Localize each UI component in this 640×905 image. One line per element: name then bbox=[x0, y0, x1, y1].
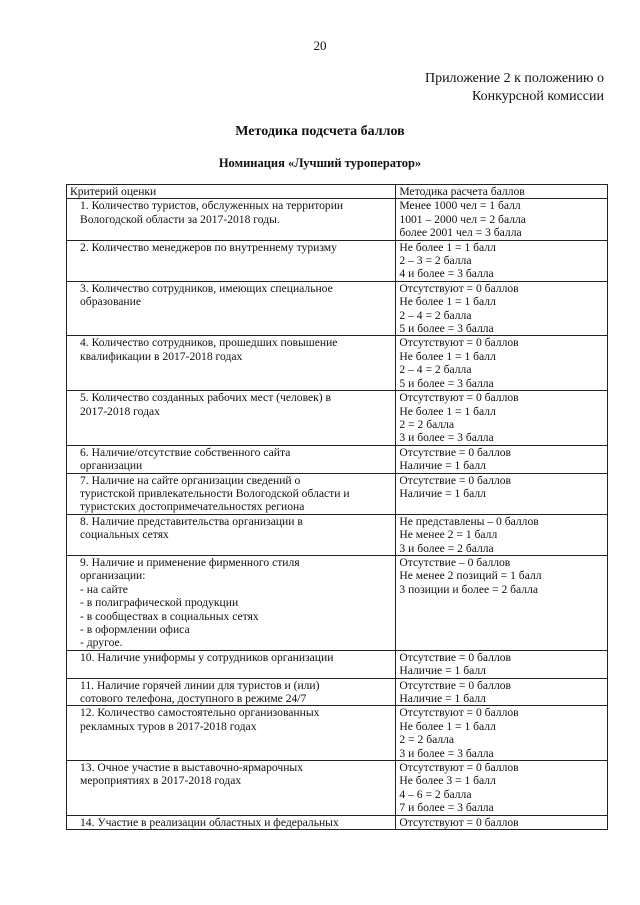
scoring-line: Не менее 2 позиций = 1 балл bbox=[399, 569, 542, 583]
document-title: Методика подсчета баллов bbox=[235, 124, 405, 139]
criterion-line: образование bbox=[80, 295, 141, 309]
scoring-cell bbox=[396, 473, 608, 514]
scoring-cell bbox=[396, 391, 608, 446]
criterion-line: социальных сетях bbox=[80, 528, 169, 542]
scoring-line: 5 и более = 3 балла bbox=[399, 376, 494, 390]
criterion-line: 11. Наличие горячей линии для туристов и (или) bbox=[80, 678, 320, 692]
table-row bbox=[67, 706, 608, 761]
criterion-cell bbox=[67, 391, 396, 446]
criterion-line: 1. Количество туристов, обслуженных на территории bbox=[80, 199, 344, 213]
scoring-line: Не представлены – 0 баллов bbox=[399, 514, 539, 528]
table-row bbox=[67, 391, 608, 446]
scoring-line: Отсутствуют = 0 баллов bbox=[399, 391, 519, 405]
criterion-line: - в полиграфической продукции bbox=[80, 596, 239, 610]
criterion-line: 5. Количество созданных рабочих мест (человек) в bbox=[80, 391, 331, 405]
table-row bbox=[67, 650, 608, 678]
scoring-line: Наличие = 1 балл bbox=[399, 664, 486, 678]
criterion-line: организации bbox=[80, 459, 143, 473]
criterion-line: 7. Наличие на сайте организации сведений о bbox=[80, 473, 301, 487]
scoring-cell bbox=[396, 815, 608, 829]
criterion-line: - другое. bbox=[80, 636, 123, 650]
criterion-line: 12. Количество самостоятельно организованных bbox=[80, 706, 320, 720]
table-row bbox=[67, 678, 608, 706]
criterion-cell bbox=[67, 815, 396, 829]
criterion-line: туристских достопримечательностях региона bbox=[80, 500, 305, 514]
criterion-cell bbox=[67, 555, 396, 650]
scoring-cell bbox=[396, 281, 608, 336]
criterion-line: 10. Наличие униформы у сотрудников организации bbox=[80, 650, 334, 664]
scoring-line: 2 = 2 балла bbox=[399, 733, 455, 747]
criterion-cell bbox=[67, 336, 396, 391]
table-row bbox=[67, 281, 608, 336]
scoring-line: Наличие = 1 балл bbox=[399, 692, 486, 706]
scoring-cell bbox=[396, 336, 608, 391]
criterion-line: 6. Наличие/отсутствие собственного сайта bbox=[80, 445, 291, 459]
scoring-cell bbox=[396, 445, 608, 473]
scoring-line: 3 и более = 2 балла bbox=[399, 541, 494, 555]
criterion-cell bbox=[67, 445, 396, 473]
scoring-line: 2 – 3 = 2 балла bbox=[399, 254, 472, 268]
scoring-line: Менее 1000 чел = 1 балл bbox=[399, 199, 521, 213]
scoring-cell bbox=[396, 761, 608, 816]
scoring-line: Не более 3 = 1 балл bbox=[399, 774, 496, 788]
scoring-line: 7 и более = 3 балла bbox=[399, 801, 494, 815]
scoring-cell bbox=[396, 650, 608, 678]
scoring-line: 2 – 4 = 2 балла bbox=[399, 308, 472, 322]
table-row bbox=[67, 445, 608, 473]
scoring-line: Отсутствие = 0 баллов bbox=[399, 473, 512, 487]
criterion-cell bbox=[67, 240, 396, 281]
criterion-cell bbox=[67, 678, 396, 706]
criterion-cell bbox=[67, 761, 396, 816]
criterion-line: 14. Участие в реализации областных и федеральных bbox=[80, 815, 339, 829]
appendix-line-1: Приложение 2 к положению о bbox=[424, 71, 604, 86]
scoring-line: Не менее 2 = 1 балл bbox=[399, 528, 498, 542]
scoring-line: более 2001 чел = 3 балла bbox=[399, 226, 522, 240]
table-body bbox=[67, 199, 608, 830]
page-number: 20 bbox=[313, 38, 327, 53]
scoring-line: Отсутствуют = 0 баллов bbox=[399, 815, 519, 829]
table-row bbox=[67, 473, 608, 514]
header-scoring: Методика расчета баллов bbox=[396, 185, 608, 199]
scoring-line: Отсутствие = 0 баллов bbox=[399, 678, 512, 692]
scoring-line: Наличие = 1 балл bbox=[399, 486, 486, 500]
criterion-line: 2. Количество менеджеров по внутреннему туризму bbox=[80, 240, 337, 254]
scoring-line: Отсутствуют = 0 баллов bbox=[399, 281, 519, 295]
scoring-line: 1001 – 2000 чел = 2 балла bbox=[399, 212, 526, 226]
appendix-note bbox=[425, 70, 604, 106]
scoring-line: Не более 1 = 1 балл bbox=[399, 349, 496, 363]
criterion-line: 3. Количество сотрудников, имеющих специальное bbox=[80, 281, 333, 295]
scoring-line: 3 и более = 3 балла bbox=[399, 431, 494, 445]
scoring-cell bbox=[396, 199, 608, 240]
criterion-line: квалификации в 2017-2018 годах bbox=[80, 349, 243, 363]
scoring-cell bbox=[396, 514, 608, 555]
table-row bbox=[67, 514, 608, 555]
criterion-cell bbox=[67, 473, 396, 514]
criterion-cell bbox=[67, 281, 396, 336]
criterion-line: - в оформлении офиса bbox=[80, 623, 190, 636]
criterion-line: - в сообществах в социальных сетях bbox=[80, 609, 259, 623]
criterion-cell bbox=[67, 514, 396, 555]
scoring-line: Не более 1 = 1 балл bbox=[399, 404, 496, 418]
table-row bbox=[67, 815, 608, 829]
criterion-line: 9. Наличие и применение фирменного стиля bbox=[80, 555, 300, 569]
scoring-line: Не более 1 = 1 балл bbox=[399, 295, 496, 309]
criterion-line: 4. Количество сотрудников, прошедших повышение bbox=[80, 336, 338, 350]
scoring-line: 3 и более = 3 балла bbox=[399, 746, 494, 760]
scoring-line: 2 – 4 = 2 балла bbox=[399, 363, 472, 377]
criteria-table bbox=[66, 184, 608, 830]
criterion-line: рекламных туров в 2017-2018 годах bbox=[80, 719, 257, 733]
scoring-line: Отсутствуют = 0 баллов bbox=[399, 761, 519, 775]
table-row bbox=[67, 199, 608, 240]
table-header-row bbox=[67, 185, 608, 199]
criterion-cell bbox=[67, 650, 396, 678]
criterion-line: мероприятиях в 2017-2018 годах bbox=[80, 774, 242, 788]
table-row bbox=[67, 761, 608, 816]
scoring-cell bbox=[396, 555, 608, 650]
scoring-line: 4 – 6 = 2 балла bbox=[399, 787, 472, 801]
criterion-line: сотового телефона, доступного в режиме 24/7 bbox=[80, 692, 307, 706]
scoring-line: 2 = 2 балла bbox=[399, 417, 455, 431]
criterion-line: организации: bbox=[80, 569, 146, 583]
scoring-line: Отсутствие – 0 баллов bbox=[399, 555, 511, 569]
scoring-cell bbox=[396, 706, 608, 761]
criterion-line: 8. Наличие представительства организации в bbox=[80, 514, 303, 528]
header-criterion: Критерий оценки bbox=[67, 185, 396, 199]
scoring-line: 3 позиции и более = 2 балла bbox=[399, 582, 539, 596]
scoring-cell bbox=[396, 678, 608, 706]
criterion-line: 2017-2018 годах bbox=[80, 404, 160, 418]
criterion-cell bbox=[67, 706, 396, 761]
nomination-title: Номинация «Лучший туроператор» bbox=[218, 156, 422, 170]
appendix-line-2: Конкурсной комиссии bbox=[471, 89, 604, 104]
scoring-line: Наличие = 1 балл bbox=[399, 459, 486, 473]
criterion-line: туристской привлекательности Вологодской области и bbox=[80, 486, 350, 500]
scoring-line: Не более 1 = 1 балл bbox=[399, 240, 496, 254]
scoring-line: 5 и более = 3 балла bbox=[399, 322, 494, 336]
scoring-cell bbox=[396, 240, 608, 281]
criterion-cell bbox=[67, 199, 396, 240]
scoring-line: Отсутствуют = 0 баллов bbox=[399, 706, 519, 720]
criterion-line: Вологодской области за 2017-2018 годы. bbox=[80, 212, 280, 226]
table-row bbox=[67, 336, 608, 391]
scoring-line: Отсутствие = 0 баллов bbox=[399, 445, 512, 459]
scoring-line: Отсутствие = 0 баллов bbox=[399, 650, 512, 664]
scoring-line: Не более 1 = 1 балл bbox=[399, 719, 496, 733]
table-row bbox=[67, 240, 608, 281]
scoring-line: Отсутствуют = 0 баллов bbox=[399, 336, 519, 350]
criterion-line: 13. Очное участие в выставочно-ярмарочных bbox=[80, 761, 304, 775]
table-row bbox=[67, 555, 608, 650]
criterion-line: - на сайте bbox=[80, 582, 128, 596]
scoring-line: 4 и более = 3 балла bbox=[399, 267, 494, 281]
